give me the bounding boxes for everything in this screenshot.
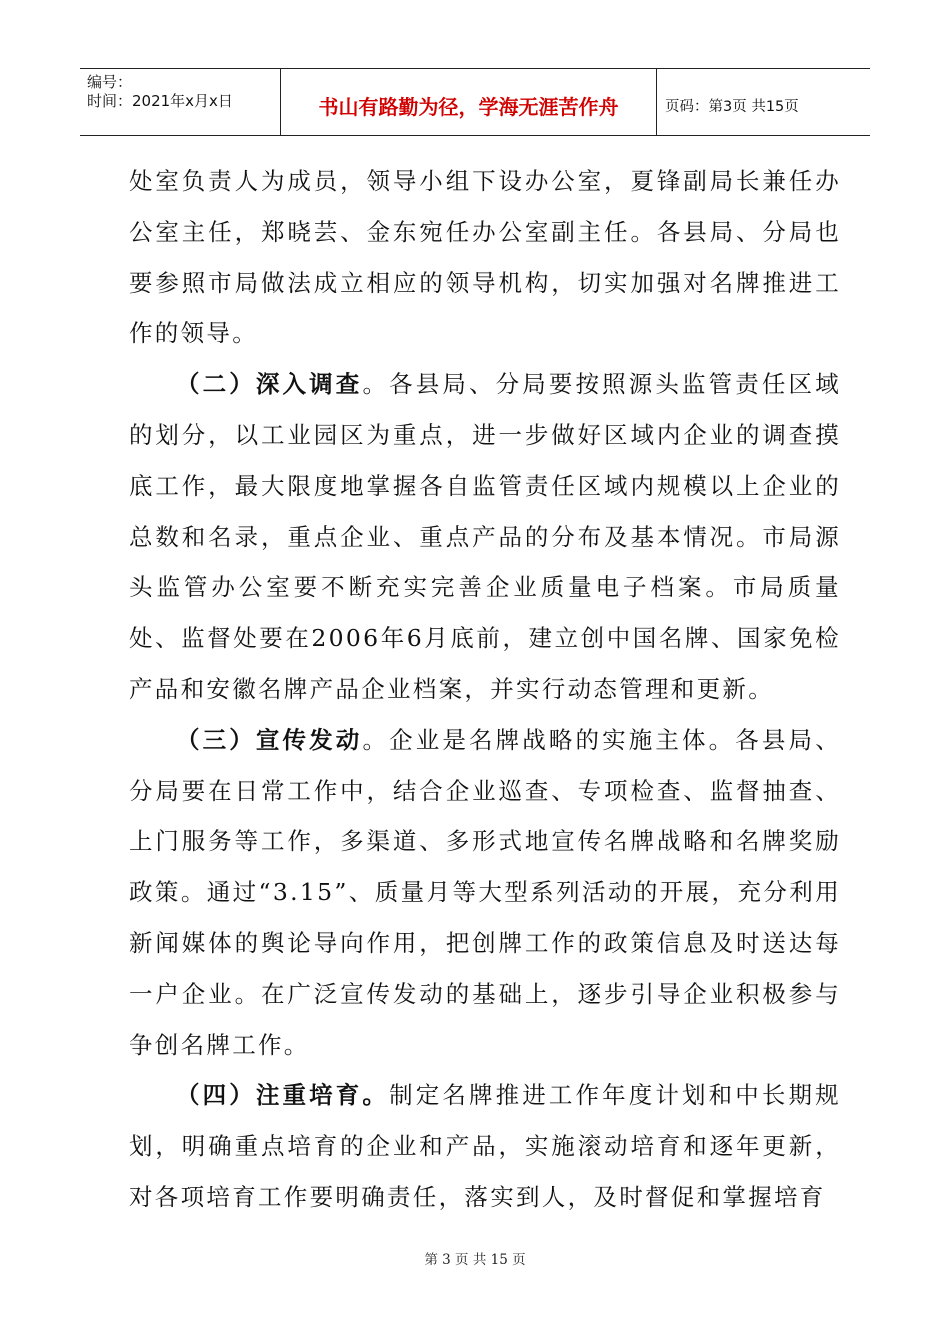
paragraph-4 [129,1070,841,1222]
document-number-label: 编号： [87,73,133,91]
paragraph-4-heading: （四）注重培育。 [176,1081,390,1110]
paragraph-3 [129,715,841,1071]
page-footer: 第 3 页 共 15 页 [424,1252,526,1268]
header-meta [80,69,281,135]
header-page-info: 页码：第3页 共15页 [665,98,799,115]
header-motto: 书山有路勤为径，学海无涯苦作舟 [281,69,657,135]
paragraph-2-text: 。各县局、分局要按照源头监管责任区域的划分，以工业园区为重点，进一步做好区域内企业的调查摸底工作，最大限度地掌握各自监管责任区域内规模以上企业的总数和名录，重点企业、重点产品的分布及基本情况。市局源头监管办公室要不断充实完善企业质量电子档案。市局质量处、监督处要在2006年6月底前，建立创中国名牌、国家免检产品和安徽名牌产品企业档案，并实行动态管理和更新。 [129,370,841,703]
document-time-label: 时间：2021年x月x日 [87,92,233,110]
paragraph-4-text: 制定名牌推进工作年度计划和中长期规划，明确重点培育的企业和产品，实施滚动培育和逐年更新，对各项培育工作要明确责任，落实到人，及时督促和掌握培育 [129,1081,841,1211]
paragraph-2 [129,359,841,715]
paragraph-3-heading: （三）宣传发动 [176,725,363,754]
paragraph-3-text: 。企业是名牌战略的实施主体。各县局、分局要在日常工作中，结合企业巡查、专项检查、监督抽查、上门服务等工作，多渠道、多形式地宣传名牌战略和名牌奖励政策。通过“3.15”、质量月等大型系列活动的开展，充分利用新闻媒体的舆论导向作用，把创牌工作的政策信息及时送达每一户企业。在广泛宣传发动的基础上，逐步引导企业积极参与争创名牌工作。 [129,725,841,1059]
paragraph-2-heading: （二）深入调查 [176,370,363,399]
document-body [129,156,841,1223]
page-header [80,68,870,136]
paragraph-1: 处室负责人为成员，领导小组下设办公室，夏锋副局长兼任办公室主任，郑晓芸、金东宛任办公室副主任。各县局、分局也要参照市局做法成立相应的领导机构，切实加强对名牌推进工作的领导。 [129,167,841,348]
